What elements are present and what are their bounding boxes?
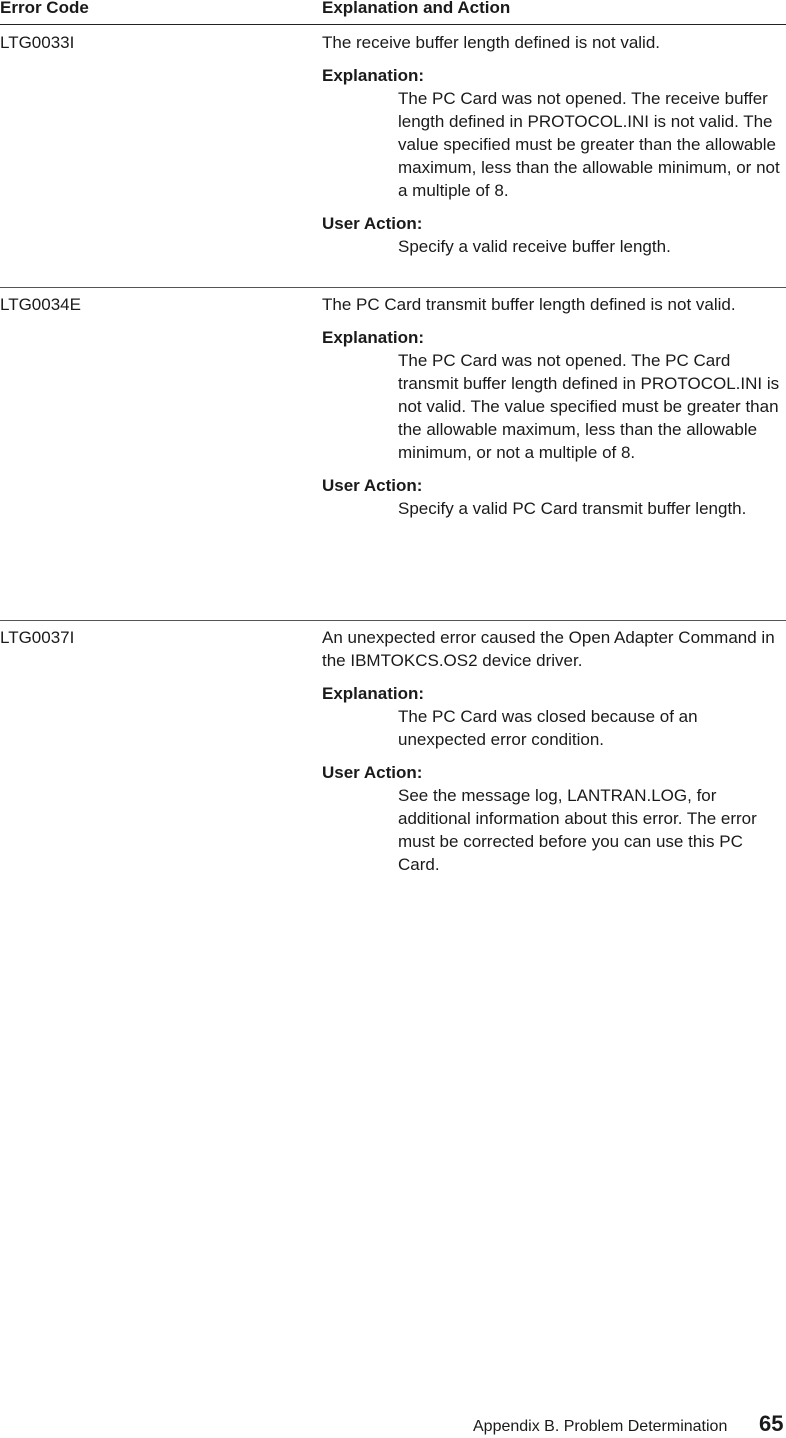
error-code: LTG0037I <box>0 628 75 647</box>
row-divider <box>0 620 786 621</box>
error-summary: The PC Card transmit buffer length defined is not valid. <box>322 295 736 314</box>
explanation-label: Explanation: <box>322 684 425 703</box>
header-explanation-action: Explanation and Action <box>322 0 511 17</box>
error-summary: An unexpected error caused the Open Adapter Command in the IBMTOKCS.OS2 device driver. <box>322 628 775 670</box>
user-action-text: Specify a valid PC Card transmit buffer length. <box>398 499 747 518</box>
user-action-text: Specify a valid receive buffer length. <box>398 237 671 256</box>
user-action-label: User Action: <box>322 214 423 233</box>
explanation-label: Explanation: <box>322 66 425 85</box>
user-action-label: User Action: <box>322 763 423 782</box>
user-action-label: User Action: <box>322 476 423 495</box>
row-divider <box>0 287 786 288</box>
page-number: 65 <box>759 1411 784 1436</box>
header-error-code: Error Code <box>0 0 89 17</box>
explanation-column <box>322 626 784 876</box>
error-code: LTG0033I <box>0 33 75 52</box>
explanation-column <box>322 31 784 258</box>
page-footer <box>473 1410 786 1438</box>
table-header <box>0 0 786 25</box>
explanation-text: The PC Card was not opened. The PC Card transmit buffer length defined in PROTOCOL.INI is not valid. The value specified must be greater than the allowable maximum, less than the allowable minimum, or not a multiple of 8. <box>398 351 780 462</box>
explanation-label: Explanation: <box>322 328 425 347</box>
error-summary: The receive buffer length defined is not valid. <box>322 33 661 52</box>
explanation-text: The PC Card was closed because of an unexpected error condition. <box>398 707 698 749</box>
explanation-column <box>322 293 784 520</box>
explanation-text: The PC Card was not opened. The receive buffer length defined in PROTOCOL.INI is not valid. The value specified must be greater than the allowable maximum, less than the allowable minimum, or not a multiple of 8. <box>398 89 780 200</box>
error-code: LTG0034E <box>0 295 81 314</box>
user-action-text: See the message log, LANTRAN.LOG, for additional information about this error. The error must be corrected before you can use this PC Card. <box>398 786 757 874</box>
footer-section-title: Appendix B. Problem Determination <box>473 1418 728 1435</box>
